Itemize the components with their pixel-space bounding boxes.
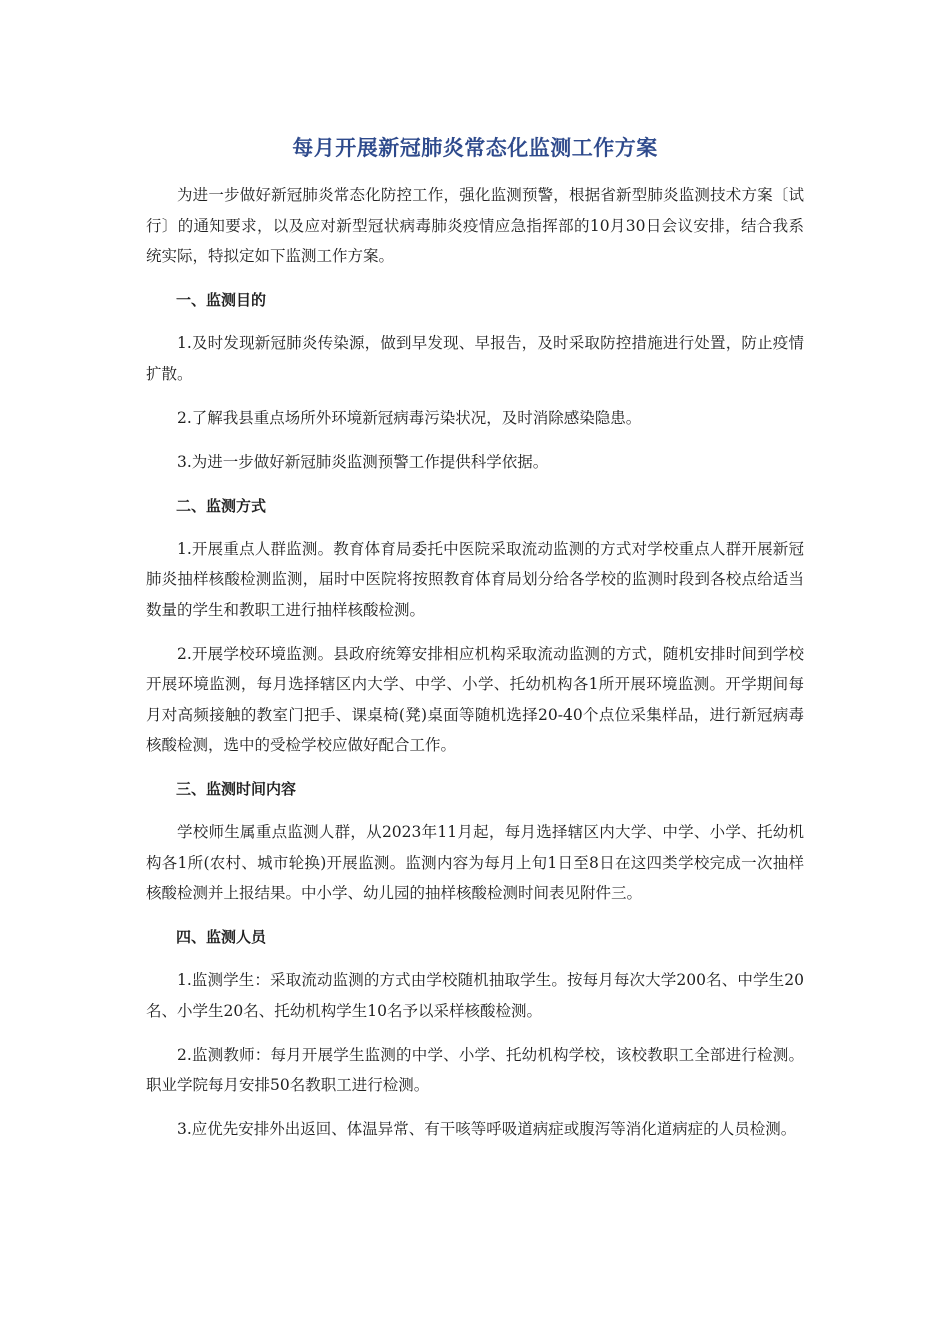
section-heading-personnel: 四、监测人员 (176, 928, 267, 946)
paragraph: 1.监测学生：采取流动监测的方式由学校随机抽取学生。按每月每次大学200名、中学生20名、小学生20名、托幼机构学生10名予以采样核酸检测。 (146, 971, 804, 1020)
page-title: 每月开展新冠肺炎常态化监测工作方案 (292, 136, 658, 160)
paragraph: 3.为进一步做好新冠肺炎监测预警工作提供科学依据。 (177, 452, 549, 471)
paragraph: 2.监测教师：每月开展学生监测的中学、小学、托幼机构学校，该校教职工全部进行检测。职业学院每月安排50名教职工进行检测。 (146, 1045, 804, 1094)
paragraph: 2.开展学校环境监测。县政府统筹安排相应机构采取流动监测的方式，随机安排时间到学校开展环境监测，每月选择辖区内大学、中学、小学、托幼机构各1所开展环境监测。开学期间每月对高频接触的教室门把手、课桌椅(凳)桌面等随机选择20-40个点位采集样品，进行新冠病毒核酸检测，选中的受检学校应做好配合工作。 (146, 644, 804, 754)
section-heading-schedule: 三、监测时间内容 (176, 780, 297, 798)
document-body (146, 128, 804, 1158)
paragraph: 3.应优先安排外出返回、体温异常、有干咳等呼吸道病症或腹泻等消化道病症的人员检测。 (177, 1120, 797, 1138)
paragraph: 2.了解我县重点场所外环境新冠病毒污染状况，及时消除感染隐患。 (177, 408, 642, 427)
paragraph: 1.开展重点人群监测。教育体育局委托中医院采取流动监测的方式对学校重点人群开展新冠肺炎抽样核酸检测监测，届时中医院将按照教育体育局划分给各学校的监测时段到各校点给适当数量的学生和教职工进行抽样核酸检测。 (146, 539, 804, 619)
intro-paragraph: 为进一步做好新冠肺炎常态化防控工作，强化监测预警，根据省新型肺炎监测技术方案〔试行〕的通知要求，以及应对新型冠状病毒肺炎疫情应急指挥部的10月30日会议安排，结合我系统实际，特拟定如下监测工作方案。 (146, 186, 804, 265)
section-heading-purpose: 一、监测目的 (176, 291, 267, 309)
section-heading-method: 二、监测方式 (176, 496, 267, 515)
paragraph: 学校师生属重点监测人群，从2023年11月起，每月选择辖区内大学、中学、小学、托幼机构各1所(农村、城市轮换)开展监测。监测内容为每月上旬1日至8日在这四类学校完成一次抽样核酸检测并上报结果。中小学、幼儿园的抽样核酸检测时间表见附件三。 (146, 823, 804, 902)
paragraph: 1.及时发现新冠肺炎传染源，做到早发现、早报告，及时采取防控措施进行处置，防止疫情扩散。 (146, 334, 804, 383)
